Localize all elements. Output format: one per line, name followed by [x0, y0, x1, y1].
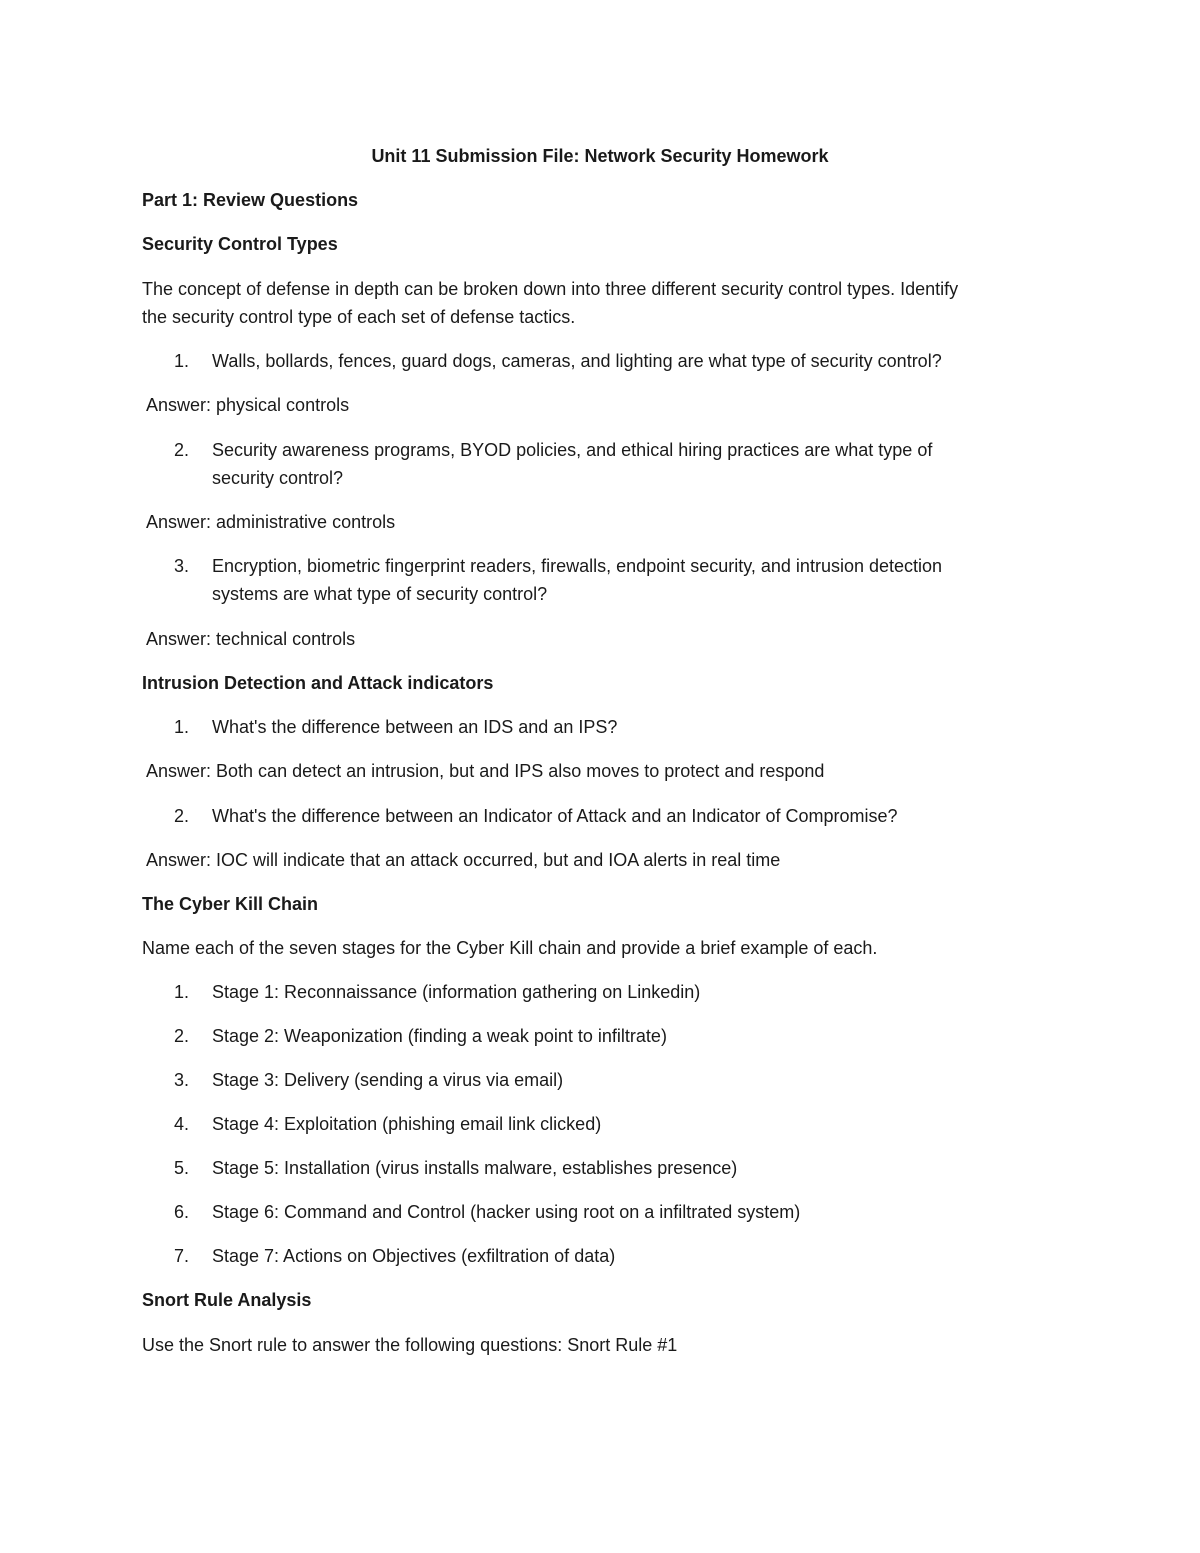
page-title: Unit 11 Submission File: Network Security Homework — [371, 146, 829, 166]
kill-chain-intro: Name each of the seven stages for the Cyber Kill chain and provide a brief example of each. — [142, 938, 878, 958]
part1-heading: Part 1: Review Questions — [142, 190, 359, 210]
question-text: What's the difference between an Indicator of Attack and an Indicator of Compromise? — [212, 806, 898, 826]
question-text: Encryption, biometric fingerprint readers, firewalls, endpoint security, and intrusion detection — [212, 556, 943, 576]
answer-text: Answer: technical controls — [146, 629, 356, 649]
list-number: 5. — [174, 1158, 190, 1178]
security-controls-heading: Security Control Types — [142, 234, 338, 254]
answer-text: Answer: administrative controls — [146, 512, 396, 532]
question-number: 2. — [174, 806, 190, 826]
list-number: 7. — [174, 1246, 190, 1266]
question-text: What's the difference between an IDS and an IPS? — [212, 717, 618, 737]
snort-heading: Snort Rule Analysis — [142, 1290, 312, 1310]
list-item: Stage 7: Actions on Objectives (exfiltration of data) — [212, 1246, 616, 1266]
list-item: Stage 4: Exploitation (phishing email link clicked) — [212, 1114, 602, 1134]
kill-chain-heading: The Cyber Kill Chain — [142, 894, 319, 914]
list-item: Stage 3: Delivery (sending a virus via email) — [212, 1070, 564, 1090]
list-item: Stage 6: Command and Control (hacker using root on a infiltrated system) — [212, 1202, 801, 1222]
security-controls-intro-line2: the security control type of each set of defense tactics. — [142, 307, 576, 327]
list-number: 6. — [174, 1202, 190, 1222]
question-number: 1. — [174, 717, 190, 737]
answer-text: Answer: IOC will indicate that an attack occurred, but and IOA alerts in real time — [146, 850, 781, 870]
question-text: Walls, bollards, fences, guard dogs, cameras, and lighting are what type of security control? — [212, 351, 942, 371]
list-item: Stage 5: Installation (virus installs malware, establishes presence) — [212, 1158, 738, 1178]
answer-text: Answer: Both can detect an intrusion, but and IPS also moves to protect and respond — [146, 761, 825, 781]
list-number: 3. — [174, 1070, 190, 1090]
security-controls-intro-line1: The concept of defense in depth can be broken down into three different security control types. Identify — [142, 279, 959, 299]
question-text-continued: systems are what type of security control? — [212, 584, 548, 604]
list-item: Stage 2: Weaponization (finding a weak point to infiltrate) — [212, 1026, 667, 1046]
question-number: 2. — [174, 440, 190, 460]
list-item: Stage 1: Reconnaissance (information gathering on Linkedin) — [212, 982, 701, 1002]
question-text: Security awareness programs, BYOD policies, and ethical hiring practices are what type of — [212, 440, 933, 460]
list-number: 4. — [174, 1114, 190, 1134]
answer-text: Answer: physical controls — [146, 395, 350, 415]
intrusion-heading: Intrusion Detection and Attack indicators — [142, 673, 494, 693]
question-number: 3. — [174, 556, 190, 576]
snort-intro: Use the Snort rule to answer the following questions: Snort Rule #1 — [142, 1335, 678, 1355]
question-text-continued: security control? — [212, 468, 344, 488]
list-number: 2. — [174, 1026, 190, 1046]
question-number: 1. — [174, 351, 190, 371]
list-number: 1. — [174, 982, 190, 1002]
